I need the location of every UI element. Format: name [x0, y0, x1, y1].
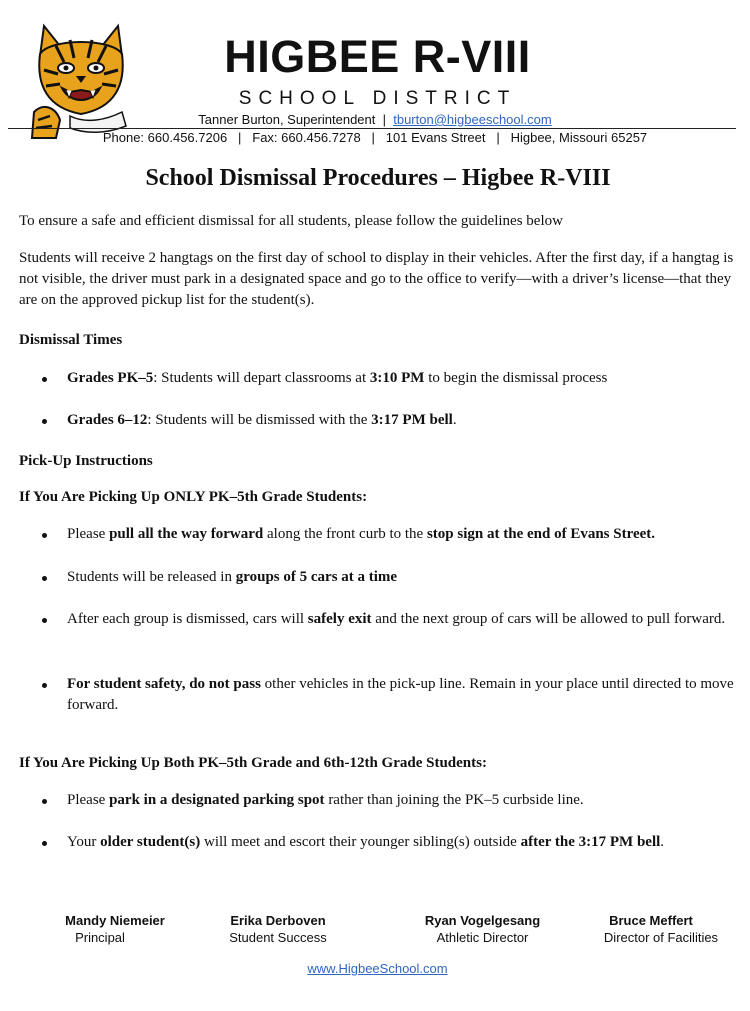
bullet — [42, 377, 47, 382]
text: Please — [67, 792, 110, 808]
text: . — [660, 834, 665, 850]
list-item — [67, 674, 742, 716]
pickup-heading: Pick-Up Instructions — [19, 453, 153, 469]
header-divider — [8, 128, 736, 129]
signature-role: Athletic Director — [436, 930, 529, 945]
website-footer — [0, 961, 750, 977]
signature-name: Erika Derboven — [230, 913, 326, 928]
bullet — [42, 576, 47, 581]
bold-text: pull all the way forward — [109, 526, 264, 542]
district-subtitle: SCHOOL DISTRICT — [238, 88, 517, 109]
bold-text: Grades PK–5 — [67, 370, 154, 386]
bold-text: park in a designated parking spot — [109, 792, 325, 808]
only-pk5-heading: If You Are Picking Up ONLY PK–5th Grade Students: — [19, 489, 368, 505]
signature-student-success — [218, 912, 338, 946]
bullet — [42, 799, 47, 804]
street: 101 Evans Street — [385, 130, 486, 145]
text: : Students will depart classrooms at — [153, 370, 370, 386]
website-link[interactable]: www.HigbeeSchool.com — [307, 961, 448, 976]
text: Your — [67, 834, 101, 850]
list-item — [67, 368, 742, 389]
separator: | — [496, 130, 500, 145]
signature-name: Mandy Niemeier — [65, 913, 165, 928]
bold-text: stop sign at the end of Evans Street. — [426, 526, 656, 542]
fax: Fax: 660.456.7278 — [252, 130, 361, 145]
tiger-mascot-icon — [26, 16, 136, 140]
text: will meet and escort their younger sibling(s) outside — [200, 834, 521, 850]
signature-role: Principal — [75, 930, 125, 945]
bold-text: groups of 5 cars at a time — [235, 569, 398, 585]
text: After each group is dismissed, cars will — [67, 611, 308, 627]
bold-text: safely exit — [307, 611, 372, 627]
separator: | — [382, 112, 386, 127]
list-item — [67, 790, 742, 811]
signature-name: Ryan Vogelgesang — [424, 913, 541, 928]
text: Please — [67, 526, 110, 542]
contact-line — [140, 112, 610, 128]
text: Students will be released in — [67, 569, 236, 585]
both-grades-heading: If You Are Picking Up Both PK–5th Grade and 6th-12th Grade Students: — [19, 755, 487, 771]
signature-name: Bruce Meffert — [609, 913, 693, 928]
superintendent: Tanner Burton, Superintendent — [198, 112, 376, 127]
bullet — [42, 618, 47, 623]
text: to begin the dismissal process — [424, 370, 608, 386]
text: : Students will be dismissed with the — [147, 412, 372, 428]
bold-text: 3:17 PM bell — [371, 412, 453, 428]
list-item — [67, 567, 742, 588]
bold-text: older student(s) — [100, 834, 201, 850]
text: and the next group of cars will be allowed to pull forward. — [371, 611, 726, 627]
list-item — [67, 524, 742, 545]
list-item — [67, 832, 742, 853]
phone: Phone: 660.456.7206 — [102, 130, 228, 145]
text: rather than joining the PK–5 curbside line. — [324, 792, 584, 808]
bold-text: For student safety, do not pass — [67, 676, 261, 692]
list-item — [67, 410, 742, 431]
intro-paragraph: To ensure a safe and efficient dismissal for all students, please follow the guidelines below — [19, 213, 563, 229]
dismissal-times-heading: Dismissal Times — [19, 332, 123, 348]
text: along the front curb to the — [263, 526, 427, 542]
separator: | — [238, 130, 242, 145]
bullet — [42, 533, 47, 538]
text: other vehicles in the pick-up line. Remain in your place until directed to move forward. — [67, 676, 734, 713]
signature-role: Director of Facilities — [603, 930, 719, 945]
hangtag-paragraph: Students will receive 2 hangtags on the first day of school to display in their vehicles. After the first day, if a hangtag is not visible, the driver must park in a designated space and go to the office to verify—with a driver’s license—that they are on the approved pickup list for the student(s). — [19, 250, 734, 308]
bullet — [42, 683, 47, 688]
signature-principal — [55, 912, 175, 946]
bullet — [42, 419, 47, 424]
city: Higbee, Missouri 65257 — [510, 130, 648, 145]
separator: | — [371, 130, 375, 145]
bullet — [42, 841, 47, 846]
bold-text: after the 3:17 PM bell — [520, 834, 661, 850]
address-line — [0, 130, 750, 146]
bold-text: Grades 6–12 — [67, 412, 148, 428]
list-item — [67, 609, 742, 630]
signature-facilities — [596, 912, 726, 946]
bold-text: 3:10 PM — [369, 370, 425, 386]
text: . — [452, 412, 457, 428]
district-name: HIGBEE R-VIII — [224, 31, 531, 82]
signature-athletic-director — [415, 912, 550, 946]
email-link[interactable]: tburton@higbeeschool.com — [393, 112, 552, 127]
page-title: School Dismissal Procedures – Higbee R-VIII — [145, 165, 611, 191]
signature-role: Student Success — [229, 930, 327, 945]
